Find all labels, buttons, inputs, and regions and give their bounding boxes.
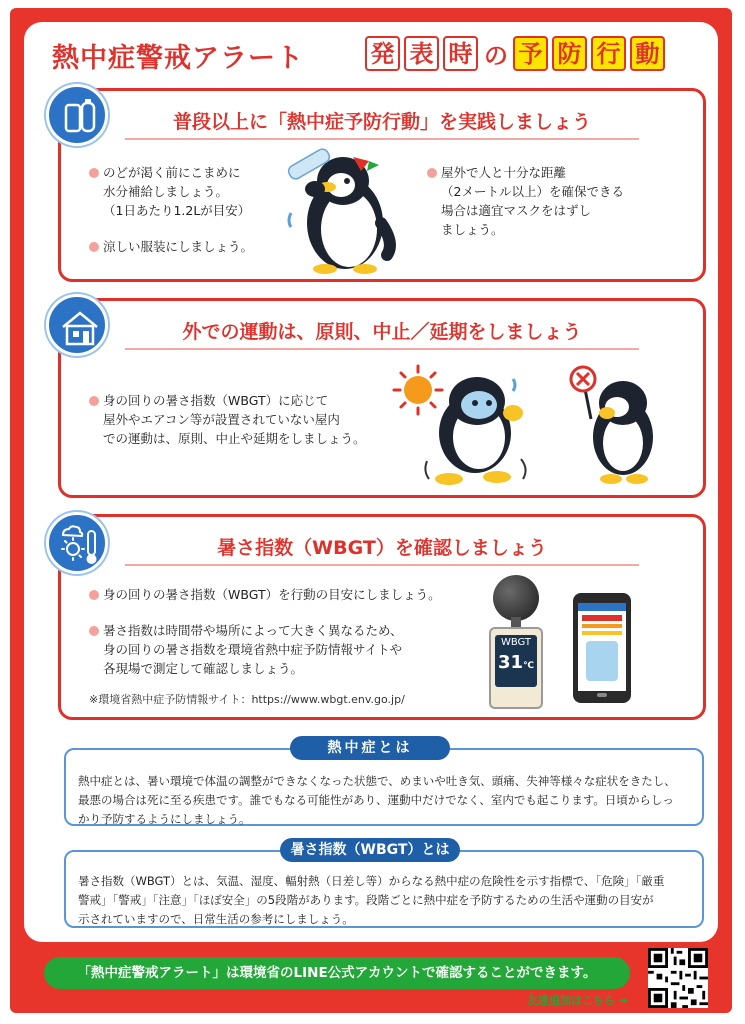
- bullet-wbgt-measure: 暑さ指数は時間帯や場所によって大きく異なるため、 身の回りの暑さ指数を環境省熱中症予防情報サイトや 各現場で測定して確認しましょう。: [89, 621, 403, 678]
- site-url-note: ※環境省熱中症予防情報サイト：https://www.wbgt.env.go.jp/: [89, 693, 405, 706]
- info-body: 暑さ指数（WBGT）とは、気温、湿度、輻射熱（日差し等）からなる熱中症の危険性を示す指標で、「危険」「厳重 警戒」「警戒」「注意」「ほぼ安全」の5段階があります。段階ごとに熱中症を予防するための生活や運動の目安が 示されていますので、日常生活の参考にしましょう。: [78, 874, 665, 926]
- bullet-exercise: 身の回りの暑さ指数（WBGT）に応じて 屋外やエアコン等が設置されていない屋内 での運動は、原則、中止や延期をしましょう。: [89, 391, 366, 448]
- bullet-hydration: のどが渇く前にこまめに 水分補給しましょう。 （1日あたり1.2Lが目安）: [89, 163, 250, 220]
- friend-add-link[interactable]: 友達追加はこちら ➡: [527, 994, 629, 1007]
- bullet-distance: 屋外で人と十分な距離 （2メートル以上）を確保できる 場合は適宜マスクをはずし ましょう。: [427, 163, 624, 239]
- bullet-dot: [89, 168, 99, 178]
- section-title: 普段以上に「熱中症予防行動」を実践しましょう: [61, 107, 703, 140]
- badge-char: 時: [443, 36, 478, 71]
- badge-char: 発: [365, 36, 400, 71]
- wbgt-device-label: WBGT: [500, 637, 532, 648]
- smartphone-illustration: [573, 593, 631, 703]
- weather-thermometer-icon: [46, 512, 108, 574]
- bullet-dot: [89, 590, 99, 600]
- bullet-clothing: 涼しい服装にしましょう。: [89, 237, 253, 256]
- info-title-heatstroke: 熱中症とは: [290, 736, 450, 760]
- wbgt-device-value: 31: [498, 652, 524, 673]
- qr-code-icon[interactable]: [648, 948, 708, 1008]
- page-title: 熱中症警戒アラート: [52, 43, 304, 74]
- bullet-dot: [89, 626, 99, 636]
- penguin-drinking-illustration: [283, 143, 403, 275]
- badge-char: 動: [630, 36, 665, 71]
- bullet-dot: [89, 242, 99, 252]
- drink-can-icon: [46, 84, 108, 146]
- badge-char: 防: [552, 36, 587, 71]
- section-title: 暑さ指数（WBGT）を確認しましょう: [61, 533, 703, 566]
- bullet-wbgt-guide: 身の回りの暑さ指数（WBGT）を行動の目安にしましょう。: [89, 585, 441, 604]
- section-title: 外での運動は、原則、中止／延期をしましょう: [61, 317, 703, 350]
- line-account-banner[interactable]: 「熱中症警戒アラート」は環境省のLINE公式アカウントで確認することができます。: [44, 957, 630, 989]
- bullet-dot: [427, 168, 437, 178]
- badge-particle: の: [484, 42, 508, 70]
- wbgt-device-unit: ℃: [523, 661, 534, 671]
- penguin-referee-illustration: [567, 359, 663, 485]
- title-badges: [365, 36, 669, 71]
- penguin-running-illustration: [417, 371, 537, 489]
- wbgt-meter-illustration: [487, 575, 545, 709]
- badge-char: 予: [513, 36, 548, 71]
- section-outdoor-exercise: [58, 298, 706, 498]
- badge-char: 表: [404, 36, 439, 71]
- info-title-wbgt: 暑さ指数（WBGT）とは: [280, 838, 460, 862]
- bullet-dot: [89, 396, 99, 406]
- section-wbgt-check: [58, 514, 706, 720]
- badge-char: 行: [591, 36, 626, 71]
- house-icon: [46, 294, 108, 356]
- info-body: 熱中症とは、暑い環境で体温の調整ができなくなった状態で、めまいや吐き気、頭痛、失神等様々な症状をきたし、 最悪の場合は死に至る疾患です。誰でもなる可能性があり、運動中だけでなく、室内でも起こります。日頃からしっ かり予防するようにしましょう。: [78, 774, 676, 826]
- section-prevention: [58, 88, 706, 282]
